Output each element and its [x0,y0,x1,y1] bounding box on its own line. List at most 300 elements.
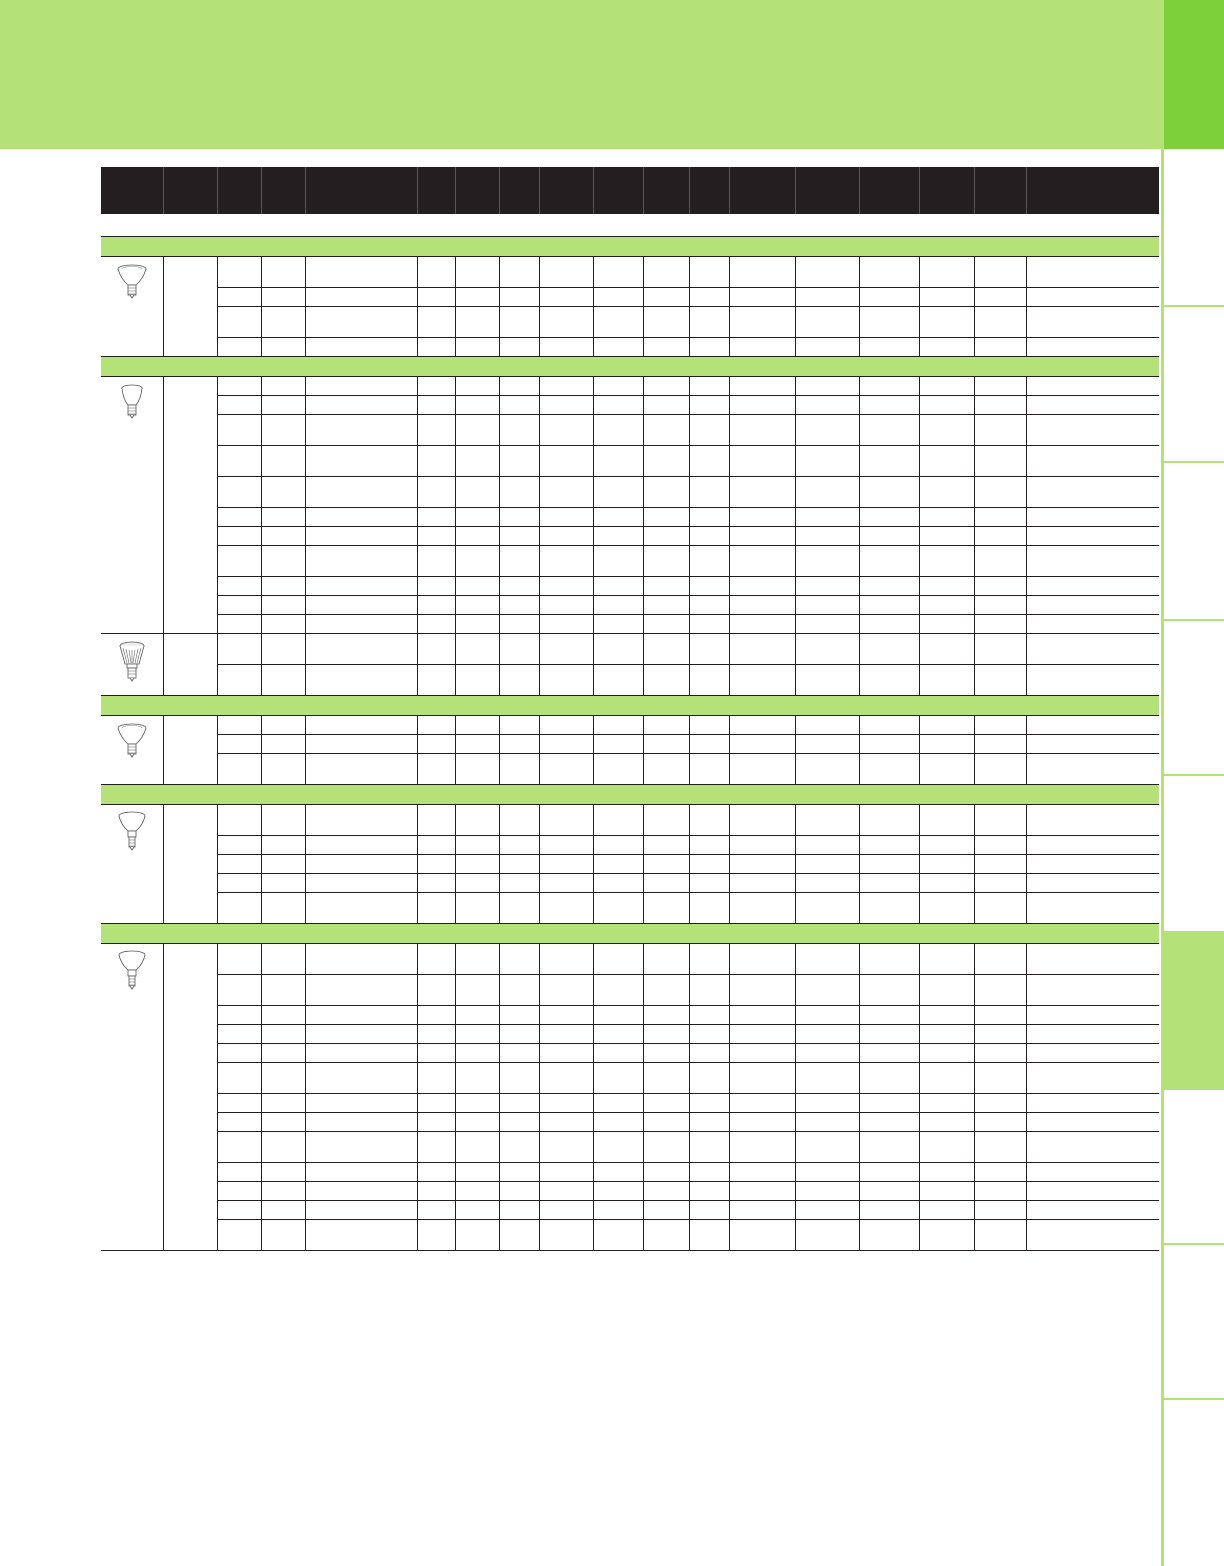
table-cell [795,634,859,665]
table-cell [974,855,1026,874]
table-cell [499,855,539,874]
table-cell [859,415,919,446]
table-cell [417,1182,455,1201]
lamp-category-cell [163,805,217,924]
lamp-category-cell [163,634,217,696]
table-cell [455,975,499,1006]
table-cell [499,975,539,1006]
table-cell [974,634,1026,665]
section-tab[interactable] [1164,305,1224,460]
table-row [101,754,1159,785]
table-cell [919,805,974,836]
table-cell [1026,527,1159,546]
lamp-family-header-row [101,696,1159,716]
table-cell [643,1132,689,1163]
table-cell [643,446,689,477]
table-cell [499,874,539,893]
table-cell [919,1006,974,1025]
table-cell [795,1006,859,1025]
table-cell [974,596,1026,615]
table-cell [859,1044,919,1063]
table-cell [859,1025,919,1044]
br-lamp-icon [115,383,149,427]
table-cell [499,634,539,665]
table-row [101,855,1159,874]
table-cell [455,1044,499,1063]
table-cell [539,527,593,546]
table-cell [859,527,919,546]
table-cell [417,477,455,508]
table-cell [417,716,455,735]
table-cell [1026,577,1159,596]
table-cell [919,1220,974,1251]
section-tab[interactable] [1164,1398,1224,1553]
table-cell [974,1094,1026,1113]
table-cell [417,257,455,288]
table-cell [643,1201,689,1220]
table-cell [919,975,974,1006]
table-cell [499,1006,539,1025]
table-cell [539,893,593,924]
table-cell [305,1113,417,1132]
table-cell [643,1006,689,1025]
column-header [499,167,539,214]
table-cell [643,665,689,696]
table-cell [689,338,729,357]
table-cell [859,1113,919,1132]
table-cell [539,338,593,357]
table-cell [729,477,795,508]
table-cell [643,1094,689,1113]
table-cell [455,1094,499,1113]
table-cell [593,338,643,357]
table-cell [919,615,974,634]
table-cell [919,874,974,893]
table-cell [261,1025,305,1044]
table-cell [729,1113,795,1132]
table-cell [417,754,455,785]
table-cell [539,1006,593,1025]
table-cell [1026,1132,1159,1163]
lamp-image-cell [101,716,163,785]
table-cell [539,377,593,396]
table-cell [729,1163,795,1182]
table-cell [499,477,539,508]
table-row [101,546,1159,577]
lamp-category-cell [163,377,217,634]
table-cell [217,377,261,396]
section-tab[interactable] [1164,619,1224,774]
table-cell [455,527,499,546]
table-row [101,1163,1159,1182]
table-cell [795,754,859,785]
table-cell [417,944,455,975]
table-cell [1026,735,1159,754]
table-cell [974,975,1026,1006]
table-cell [217,735,261,754]
table-cell [499,1063,539,1094]
table-row [101,874,1159,893]
table-cell [729,893,795,924]
column-header [859,167,919,214]
table-cell [417,1006,455,1025]
table-cell [643,615,689,634]
lamp-family-header-row [101,237,1159,257]
table-cell [643,1182,689,1201]
table-cell [305,377,417,396]
table-cell [919,1132,974,1163]
table-cell [919,893,974,924]
table-cell [539,307,593,338]
table-cell [455,1006,499,1025]
table-cell [1026,546,1159,577]
table-cell [795,415,859,446]
table-cell [689,596,729,615]
table-cell [455,377,499,396]
table-cell [305,307,417,338]
section-tab[interactable] [1164,1088,1224,1243]
table-cell [593,546,643,577]
table-cell [261,855,305,874]
table-cell [1026,1182,1159,1201]
table-cell [217,257,261,288]
table-cell [974,893,1026,924]
table-cell [539,874,593,893]
table-cell [643,546,689,577]
table-cell [261,1094,305,1113]
table-cell [859,577,919,596]
table-row [101,1182,1159,1201]
table-cell [261,377,305,396]
table-cell [539,396,593,415]
table-cell [1026,1220,1159,1251]
table-cell [859,396,919,415]
table-cell [859,596,919,615]
table-cell [261,396,305,415]
table-cell [689,1044,729,1063]
table-cell [261,735,305,754]
table-row [101,944,1159,975]
lamp-image-cell [101,377,163,634]
table-cell [261,577,305,596]
table-cell [455,805,499,836]
table-cell [859,508,919,527]
table-cell [1026,1025,1159,1044]
table-cell [1026,855,1159,874]
table-cell [974,615,1026,634]
table-cell [919,1044,974,1063]
table-cell [261,1182,305,1201]
table-cell [795,257,859,288]
table-cell [919,338,974,357]
table-cell [643,477,689,508]
table-cell [499,893,539,924]
table-cell [261,805,305,836]
table-cell [417,307,455,338]
table-cell [795,508,859,527]
table-cell [1026,446,1159,477]
table-cell [729,508,795,527]
table-cell [261,716,305,735]
table-cell [455,477,499,508]
table-cell [217,477,261,508]
table-cell [689,754,729,785]
table-cell [499,307,539,338]
table-cell [305,1220,417,1251]
table-cell [455,1063,499,1094]
table-cell [919,508,974,527]
table-cell [689,665,729,696]
table-cell [974,716,1026,735]
table-cell [919,307,974,338]
table-cell [974,546,1026,577]
table-cell [729,446,795,477]
table-cell [795,615,859,634]
table-cell [729,1132,795,1163]
table-cell [859,855,919,874]
table-row [101,665,1159,696]
table-cell [974,1182,1026,1201]
table-cell [305,1063,417,1094]
table-cell [974,577,1026,596]
table-cell [859,1182,919,1201]
table-cell [593,577,643,596]
table-cell [217,975,261,1006]
table-cell [593,855,643,874]
table-cell [261,508,305,527]
table-row [101,596,1159,615]
table-cell [859,1163,919,1182]
par-lamp-icon [115,263,149,307]
table-cell [974,836,1026,855]
table-cell [1026,1113,1159,1132]
table-cell [593,477,643,508]
table-cell [974,805,1026,836]
header-spacer-row [101,214,1159,237]
table-cell [499,805,539,836]
lamp-family-header-row [101,785,1159,805]
table-cell [261,1006,305,1025]
section-tab[interactable] [1164,774,1224,929]
table-row [101,836,1159,855]
table-cell [1026,754,1159,785]
table-cell [455,1163,499,1182]
table-cell [417,805,455,836]
table-cell [795,1094,859,1113]
column-header [261,167,305,214]
table-cell [217,577,261,596]
table-cell [539,1163,593,1182]
table-cell [305,596,417,615]
table-cell [689,396,729,415]
table-cell [305,1025,417,1044]
table-cell [859,874,919,893]
table-cell [217,615,261,634]
table-cell [729,805,795,836]
table-cell [417,596,455,615]
table-cell [1026,508,1159,527]
table-cell [417,735,455,754]
table-cell [974,754,1026,785]
table-cell [729,735,795,754]
table-cell [919,716,974,735]
table-cell [455,1201,499,1220]
table-cell [305,615,417,634]
table-cell [1026,836,1159,855]
table-cell [499,735,539,754]
table-cell [217,754,261,785]
table-cell [643,1044,689,1063]
table-cell [974,338,1026,357]
table-cell [974,1044,1026,1063]
table-cell [974,1132,1026,1163]
table-cell [217,288,261,307]
table-cell [455,1220,499,1251]
table-cell [305,634,417,665]
table-cell [689,975,729,1006]
table-cell [305,1094,417,1113]
table-cell [305,477,417,508]
table-cell [1026,596,1159,615]
column-header [305,167,417,214]
table-cell [455,257,499,288]
table-cell [974,527,1026,546]
table-cell [1026,944,1159,975]
table-row [101,446,1159,477]
table-cell [417,508,455,527]
table-cell [539,944,593,975]
section-tab-rail [1161,0,1224,1566]
table-cell [974,477,1026,508]
table-cell [539,1132,593,1163]
table-cell [859,735,919,754]
table-row [101,1132,1159,1163]
table-cell [539,1063,593,1094]
table-row [101,257,1159,288]
table-cell [919,257,974,288]
section-tab[interactable] [1164,931,1224,1088]
table-cell [974,307,1026,338]
table-cell [689,1094,729,1113]
table-cell [455,508,499,527]
table-cell [499,596,539,615]
table-cell [919,577,974,596]
table-cell [417,874,455,893]
table-cell [689,288,729,307]
table-cell [455,546,499,577]
table-cell [795,805,859,836]
table-cell [1026,975,1159,1006]
table-cell [417,415,455,446]
table-cell [455,855,499,874]
table-cell [795,975,859,1006]
lamp-image-cell [101,944,163,1251]
table-cell [539,1201,593,1220]
table-cell [499,615,539,634]
table-cell [643,716,689,735]
par-long-neck-lamp-icon [115,950,149,994]
table-cell [305,1132,417,1163]
section-tab[interactable] [1164,0,1224,149]
table-cell [974,415,1026,446]
table-cell [417,546,455,577]
section-tab[interactable] [1164,461,1224,616]
table-cell [919,735,974,754]
table-cell [305,893,417,924]
table-cell [539,577,593,596]
table-cell [1026,634,1159,665]
table-cell [689,874,729,893]
table-cell [974,257,1026,288]
table-cell [643,415,689,446]
table-cell [795,377,859,396]
table-cell [305,855,417,874]
column-header [795,167,859,214]
table-cell [417,396,455,415]
table-cell [643,508,689,527]
table-cell [974,665,1026,696]
table-cell [795,1063,859,1094]
table-cell [499,716,539,735]
table-cell [261,836,305,855]
section-tab[interactable] [1164,1243,1224,1398]
table-cell [455,1132,499,1163]
table-cell [261,1063,305,1094]
table-cell [689,508,729,527]
table-cell [919,836,974,855]
table-cell [795,1201,859,1220]
table-cell [689,307,729,338]
table-cell [499,1201,539,1220]
table-cell [593,596,643,615]
table-cell [1026,396,1159,415]
table-cell [305,716,417,735]
table-row [101,1201,1159,1220]
table-cell [417,527,455,546]
table-cell [539,615,593,634]
table-cell [217,396,261,415]
table-cell [539,1025,593,1044]
table-cell [539,257,593,288]
table-cell [455,874,499,893]
table-cell [455,735,499,754]
table-cell [305,805,417,836]
table-cell [217,665,261,696]
table-cell [305,546,417,577]
table-cell [974,1220,1026,1251]
table-cell [217,338,261,357]
table-cell [305,754,417,785]
table-cell [689,1113,729,1132]
table-cell [499,1044,539,1063]
table-cell [729,615,795,634]
table-cell [593,257,643,288]
table-cell [539,546,593,577]
table-cell [643,396,689,415]
lamp-category-cell [163,257,217,357]
table-cell [261,1201,305,1220]
table-cell [729,874,795,893]
table-cell [729,665,795,696]
table-cell [919,527,974,546]
table-cell [539,1113,593,1132]
table-cell [305,665,417,696]
table-cell [795,874,859,893]
table-row [101,1113,1159,1132]
table-cell [217,508,261,527]
table-cell [539,836,593,855]
table-row [101,307,1159,338]
